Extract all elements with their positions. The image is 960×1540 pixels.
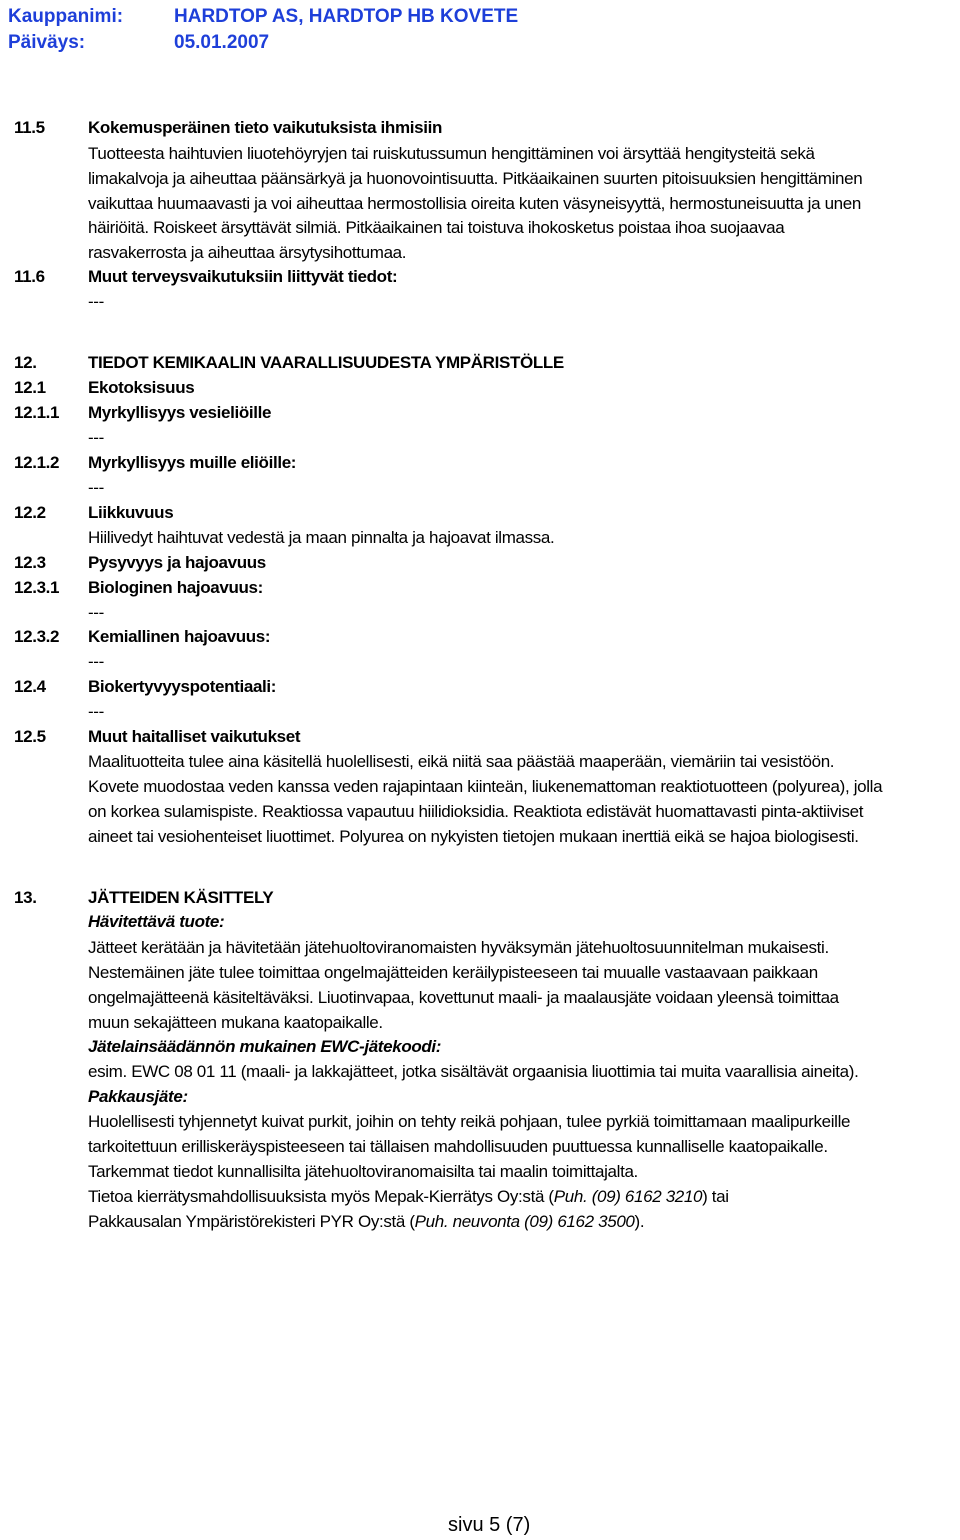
chapter-title: JÄTTEIDEN KÄSITTELY [88,888,274,907]
paragraph-line: Huolellisesti tyhjennetyt kuivat purkit, joihin on tehty reikä pohjaan, tulee pyrkiä toimittamaan maalipurkeille [88,1112,851,1131]
subheading: Pakkausjäte: [88,1087,188,1106]
section-title: Muut haitalliset vaikutukset [88,727,301,746]
chapter-title: TIEDOT KEMIKAALIN VAARALLISUUDESTA YMPÄRISTÖLLE [88,353,564,372]
section-title: Liikkuvuus [88,503,174,522]
paragraph-line: Nestemäinen jäte tulee toimittaa ongelmajätteiden keräilypisteeseen tai muualle vastaavaan paikkaan [88,963,818,982]
chapter-number: 13. [14,888,37,907]
vendor-value: HARDTOP AS, HARDTOP HB KOVETE [174,6,519,27]
section-number: 12.1.1 [14,403,60,422]
header-date-row [8,32,269,54]
section-value: --- [88,292,104,311]
page-number: sivu 5 (7) [448,1514,531,1536]
paragraph-line: limakalvoja ja aiheuttaa päänsärkyä ja huonovointisuutta. Pitkäaikainen suurten pitoisuuksien hengittäminen [88,169,863,188]
section-title: Kokemusperäinen tieto vaikutuksista ihmisiin [88,118,442,137]
paragraph-line: esim. EWC 08 01 11 (maali- ja lakkajätteet, jotka sisältävät orgaanisia liuottimia tai muita vaarallisia aineita). [88,1062,859,1081]
section-number: 12.3.1 [14,578,60,597]
paragraph-line: on korkea sulamispiste. Reaktiossa vapautuu hiilidioksidia. Reaktiota edistävät huomattavasti pinta-aktiiviset [88,802,864,821]
recycle-text: Tietoa kierrätysmahdollisuuksista myös Mepak-Kierrätys Oy:stä ( [88,1187,554,1206]
paragraph-line: Hiilivedyt haihtuvat vedestä ja maan pinnalta ja hajoavat ilmassa. [88,528,555,547]
section-value: --- [88,652,104,671]
recycle-text-end: ) tai [702,1187,729,1206]
section-number: 12.4 [14,677,46,696]
paragraph-line: ongelmajätteenä käsiteltäväksi. Liuotinvapaa, kovettunut maali- ja maalausjäte voidaan yleensä toimittaa [88,988,839,1007]
section-title: Biologinen hajoavuus: [88,578,263,597]
header-vendor-row [8,6,518,28]
recycle-phone: Puh. (09) 6162 3210 [553,1187,703,1206]
section-number: 12.5 [14,727,46,746]
subheading: Hävitettävä tuote: [88,912,225,931]
section-title: Pysyvyys ja hajoavuus [88,553,266,572]
pyr-text-end: ). [634,1212,645,1231]
paragraph-line: muun sekajätteen mukana kaatopaikalle. [88,1013,383,1032]
pyr-phone: Puh. neuvonta (09) 6162 3500 [414,1212,635,1231]
section-number: 12.3.2 [14,627,60,646]
paragraph-line: Tuotteesta haihtuvien liuotehöyryjen tai ruiskutussumun hengittäminen voi ärsyttää hengitysteitä sekä [88,144,815,163]
section-title: Myrkyllisyys vesieliöille [88,403,272,422]
paragraph-line: häiriöitä. Roiskeet ärsyttävät silmiä. Pitkäaikainen tai toistuva ihokosketus poistaa ihoa suojaavaa [88,218,785,237]
chapter-number: 12. [14,353,37,372]
section-number: 12.2 [14,503,46,522]
paragraph-line: Kovete muodostaa veden kanssa veden rajapintaan kiinteän, liukenemattoman reaktiotuotteen (polyurea), jolla [88,777,883,796]
date-label: Päiväys: [8,32,86,53]
pyr-line [88,1212,644,1232]
section-number: 11.5 [14,118,45,137]
section-title: Ekotoksisuus [88,378,195,397]
date-value: 05.01.2007 [174,32,270,53]
section-number: 11.6 [14,267,45,286]
section-title: Biokertyvyyspotentiaali: [88,677,277,696]
section-value: --- [88,702,104,721]
section-title: Muut terveysvaikutuksiin liittyvät tiedot: [88,267,398,286]
section-number: 12.3 [14,553,46,572]
paragraph-line: Jätteet kerätään ja hävitetään jätehuoltoviranomaisten hyväksymän jätehuoltosuunnitelman mukaisesti. [88,938,829,957]
section-value: --- [88,478,104,497]
pyr-text: Pakkausalan Ympäristörekisteri PYR Oy:stä ( [88,1212,415,1231]
paragraph-line: rasvakerrosta ja aiheuttaa ärsytysihottumaa. [88,243,407,262]
paragraph-line: aineet tai vesiohenteiset liuottimet. Polyurea on nykyisten tietojen mukaan inerttiä eikä se hajoa biologisesti. [88,827,859,846]
section-title: Kemiallinen hajoavuus: [88,627,271,646]
section-value: --- [88,603,104,622]
recycle-line [88,1187,729,1207]
vendor-label: Kauppanimi: [8,6,124,27]
section-number: 12.1 [14,378,46,397]
section-title: Myrkyllisyys muille eliöille: [88,453,297,472]
subheading: Jätelainsäädännön mukainen EWC-jätekoodi: [88,1037,442,1056]
section-number: 12.1.2 [14,453,60,472]
paragraph-line: Tarkemmat tiedot kunnallisilta jätehuoltoviranomaisilta tai maalin toimittajalta. [88,1162,638,1181]
paragraph-line: vaikuttaa huumaavasti ja voi aiheuttaa hermostollisia oireita kuten väsyneisyyttä, hermostuneisuutta ja unen [88,194,861,213]
paragraph-line: Maalituotteita tulee aina käsitellä huolellisesti, eikä niitä saa päästää maaperään, viemäriin tai vesistöön. [88,752,835,771]
section-value: --- [88,428,104,447]
paragraph-line: tarkoitettuun erilliskeräyspisteeseen tai tällaisen mahdollisuuden puuttuessa kunnalliselle kaatopaikalle. [88,1137,828,1156]
